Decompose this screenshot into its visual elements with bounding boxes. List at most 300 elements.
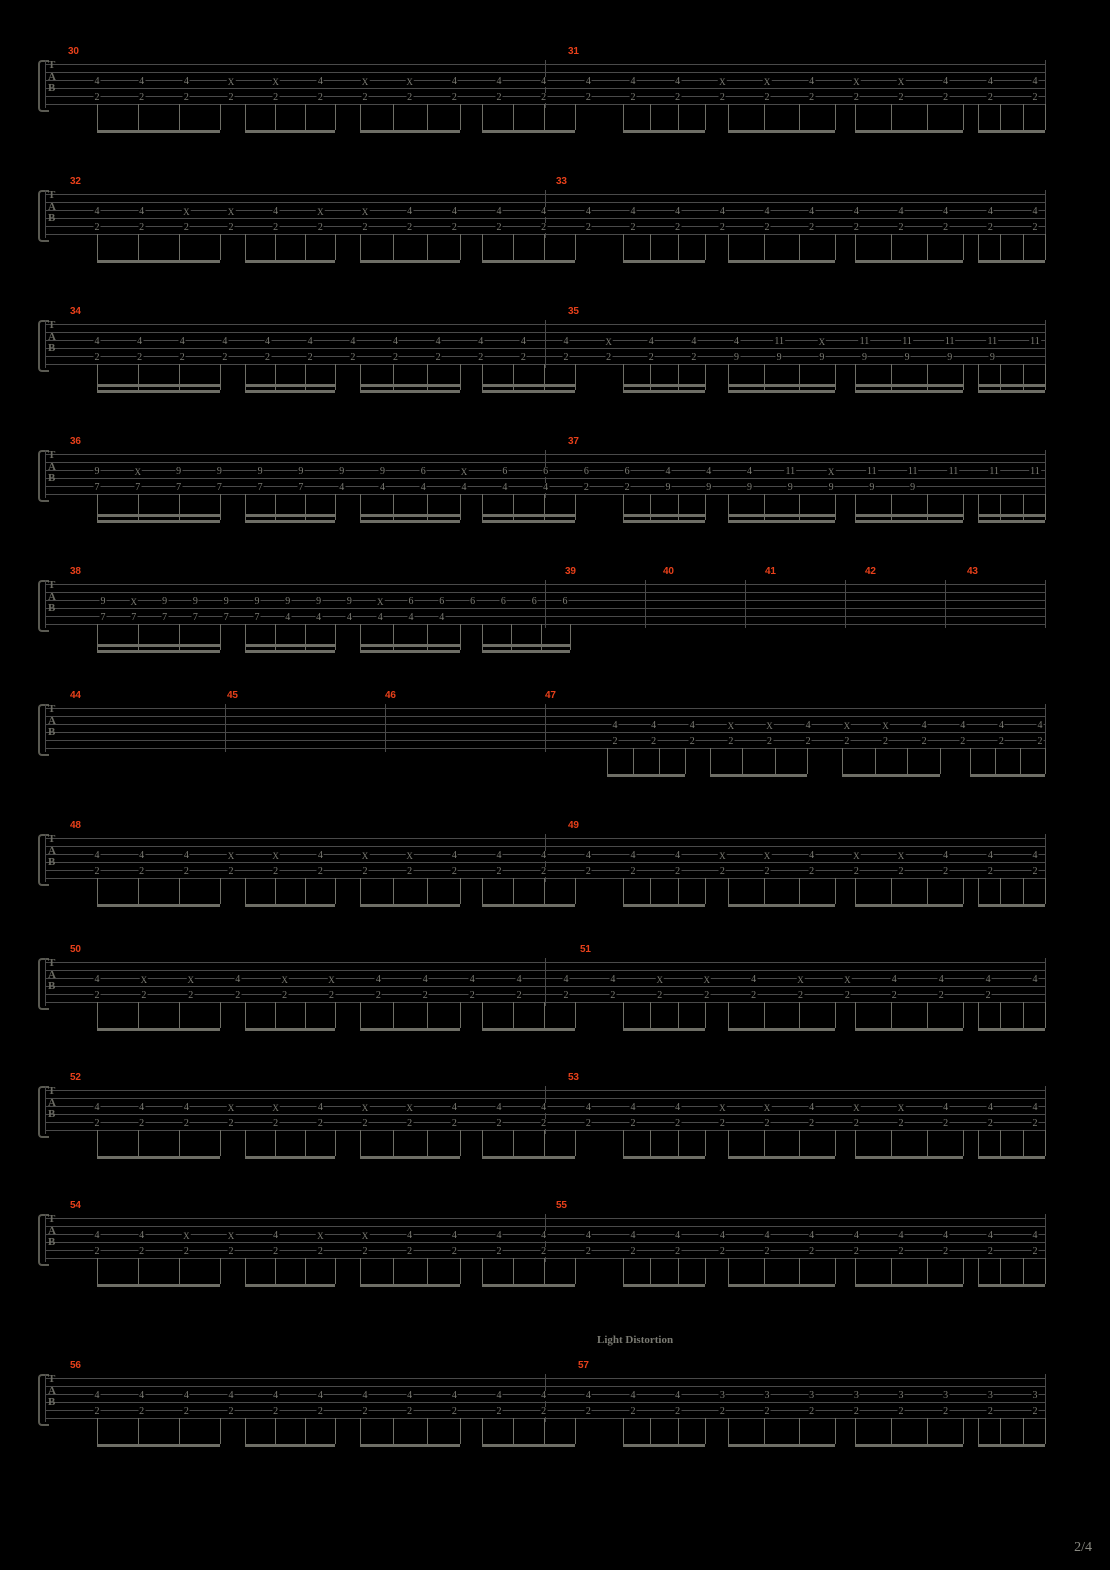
tab-note: 2 (585, 1246, 591, 1257)
tab-note: 4 (747, 466, 753, 477)
note-stem (360, 1130, 361, 1156)
note-stem (97, 104, 98, 130)
tab-note: 4 (675, 76, 681, 87)
tab-note: 4 (809, 1102, 815, 1113)
note-stem (1023, 1418, 1024, 1444)
tab-note: 11 (987, 336, 998, 347)
tab-note: X (317, 1231, 324, 1241)
tab-note: 2 (943, 92, 949, 103)
note-stem (97, 364, 98, 390)
note-stem (360, 364, 361, 390)
note-stem (335, 1130, 336, 1156)
note-stem (650, 1258, 651, 1284)
note-stem (482, 1002, 483, 1028)
measure-number: 34 (70, 306, 81, 317)
tab-note: X (897, 851, 905, 861)
tab-note: 2 (960, 736, 966, 747)
tab-clef-letter: A (48, 330, 56, 343)
tab-note: 2 (809, 1118, 815, 1129)
tab-note: 4 (496, 76, 502, 87)
tab-note: 9 (379, 466, 385, 477)
note-stem (963, 104, 964, 130)
tab-note: 2 (853, 92, 859, 103)
note-stem (544, 1258, 545, 1284)
tab-note: 3 (987, 1390, 993, 1401)
note-stem (335, 1258, 336, 1284)
note-stem (855, 104, 856, 130)
note-stem (1023, 1258, 1024, 1284)
tab-clef-letter: B (48, 1236, 56, 1249)
note-stem (1045, 364, 1046, 390)
tab-note: 4 (516, 974, 522, 985)
tab-note: X (727, 721, 735, 731)
tab-note: 9 (819, 352, 825, 363)
tab-note: 2 (188, 990, 194, 1001)
tab-clef (48, 834, 59, 882)
rhythm-beam (728, 520, 835, 523)
note-stem (855, 878, 856, 904)
rhythm-beam (97, 1028, 220, 1031)
tab-note: 4 (435, 336, 441, 347)
measure-number: 47 (545, 690, 556, 701)
tab-note: 2 (228, 1118, 234, 1129)
note-stem (764, 234, 765, 260)
note-stem (245, 878, 246, 904)
tab-note: 2 (273, 866, 279, 877)
tab-note: 4 (139, 1390, 145, 1401)
tab-note: 2 (844, 736, 850, 747)
tab-note: 4 (1032, 1230, 1038, 1241)
tab-note: 2 (853, 866, 859, 877)
tab-note: 2 (451, 1246, 457, 1257)
note-stem (97, 1418, 98, 1444)
measure-number: 50 (70, 944, 81, 955)
measure-number: 35 (568, 306, 579, 317)
measure-number-row (0, 436, 1110, 450)
note-stem (835, 1258, 836, 1284)
tab-note: 2 (422, 990, 428, 1001)
tab-note: 2 (273, 1118, 279, 1129)
rhythm-beam (842, 774, 940, 777)
rhythm-beam (978, 1284, 1045, 1287)
tab-note: 9 (869, 482, 875, 493)
tab-note: 4 (691, 336, 697, 347)
note-stem (1023, 878, 1024, 904)
tab-note: 4 (451, 1230, 457, 1241)
rhythm-beam (360, 260, 460, 263)
rhythm-beam (623, 904, 705, 907)
tab-note: 2 (273, 1406, 279, 1417)
note-stem (275, 1258, 276, 1284)
barline (385, 704, 386, 752)
tab-note: 4 (585, 850, 591, 861)
note-stem (678, 878, 679, 904)
tab-note: 2 (183, 1118, 189, 1129)
note-stem (460, 234, 461, 260)
tab-note: 4 (675, 206, 681, 217)
tab-note: 4 (461, 482, 467, 493)
note-stem (427, 234, 428, 260)
tab-note: 2 (563, 990, 569, 1001)
note-stem (360, 104, 361, 130)
tab-note: 2 (1032, 866, 1038, 877)
tab-note: 2 (610, 990, 616, 1001)
measure-number: 36 (70, 436, 81, 447)
note-stem (305, 234, 306, 260)
note-stem (245, 234, 246, 260)
tab-note: 6 (562, 596, 568, 607)
rhythm-beam (482, 390, 575, 393)
note-stem (460, 624, 461, 650)
note-stem (623, 1258, 624, 1284)
note-stem (138, 494, 139, 520)
note-stem (1020, 748, 1021, 774)
tab-clef-letter: T (48, 1085, 56, 1097)
note-stem (335, 624, 336, 650)
tab-staff (45, 834, 1045, 882)
measure-number: 32 (70, 176, 81, 187)
note-stem (678, 1418, 679, 1444)
tab-note: 2 (1032, 1246, 1038, 1257)
note-stem (460, 1418, 461, 1444)
tab-note: 2 (265, 352, 271, 363)
note-stem (460, 1258, 461, 1284)
note-stem (393, 1002, 394, 1028)
tab-clef-letter: T (48, 59, 56, 71)
note-stem (855, 1130, 856, 1156)
tab-note: X (272, 1103, 279, 1113)
note-stem (764, 878, 765, 904)
rhythm-beam (97, 130, 220, 133)
note-stem (835, 1130, 836, 1156)
tab-note: 9 (910, 482, 916, 493)
tab-note: 2 (630, 866, 636, 877)
rhythm-beam (978, 904, 1045, 907)
note-stem (891, 1130, 892, 1156)
tab-note: 9 (94, 466, 100, 477)
note-stem (705, 364, 706, 390)
tab-note: 4 (585, 1102, 591, 1113)
tab-note: 2 (809, 222, 815, 233)
note-stem (460, 494, 461, 520)
tab-clef (48, 1214, 59, 1262)
tab-note: 2 (228, 92, 234, 103)
tab-note: 7 (162, 612, 168, 623)
tab-note: 2 (585, 1118, 591, 1129)
rhythm-beam (245, 904, 335, 907)
rhythm-beam (482, 1156, 575, 1159)
rhythm-beam (623, 514, 705, 517)
tab-note: 4 (94, 850, 100, 861)
tab-note: 2 (675, 222, 681, 233)
note-stem (427, 104, 428, 130)
barline (945, 580, 946, 628)
tab-note: 2 (943, 1246, 949, 1257)
barline (1045, 834, 1046, 882)
tab-note: 4 (183, 1102, 189, 1113)
tab-note: 4 (960, 720, 966, 731)
tab-note: 2 (719, 92, 725, 103)
tab-note: 2 (985, 990, 991, 1001)
tab-note: 2 (469, 990, 475, 1001)
note-stem (513, 1258, 514, 1284)
tab-note: 4 (375, 974, 381, 985)
note-stem (305, 878, 306, 904)
tab-note: 7 (135, 482, 141, 493)
rhythm-beam (97, 1284, 220, 1287)
rhythm-beam (360, 650, 460, 653)
tab-note: 2 (94, 222, 100, 233)
note-stem (1023, 234, 1024, 260)
rhythm-beam (97, 1444, 220, 1447)
tab-note: 9 (254, 596, 260, 607)
tab-note: 4 (689, 720, 695, 731)
tab-note: 2 (853, 1118, 859, 1129)
tab-clef-letter: A (48, 590, 56, 603)
note-stem (891, 1258, 892, 1284)
tab-note: 4 (179, 336, 185, 347)
note-stem (927, 234, 928, 260)
tab-note: 2 (435, 352, 441, 363)
note-stem (659, 748, 660, 774)
tab-clef-letter: A (48, 200, 56, 213)
tab-note: 4 (706, 466, 712, 477)
rhythm-beam (97, 904, 220, 907)
rhythm-beam (728, 1444, 835, 1447)
tab-note: 9 (192, 596, 198, 607)
rhythm-beam (360, 644, 460, 647)
note-stem (623, 104, 624, 130)
tab-note: 6 (624, 466, 630, 477)
barline (45, 60, 46, 108)
tab-note: X (843, 721, 851, 731)
tab-note: 2 (1032, 1406, 1038, 1417)
tab-note: 9 (298, 466, 304, 477)
tab-note: 4 (407, 1230, 413, 1241)
note-stem (275, 1130, 276, 1156)
tab-note: 3 (853, 1390, 859, 1401)
note-stem (360, 494, 361, 520)
note-stem (728, 494, 729, 520)
tab-note: 2 (798, 990, 803, 1001)
note-stem (963, 878, 964, 904)
tab-note: 9 (989, 352, 995, 363)
tab-clef-letter: A (48, 1384, 56, 1397)
note-stem (1045, 494, 1046, 520)
rhythm-beam (978, 260, 1045, 263)
tab-note: 4 (379, 482, 385, 493)
tab-note: 4 (585, 76, 591, 87)
rhythm-beam (360, 1028, 460, 1031)
tab-note: 11 (1030, 336, 1040, 347)
note-stem (678, 1002, 679, 1028)
rhythm-beam (623, 384, 705, 387)
note-stem (799, 1130, 800, 1156)
tab-note: 11 (867, 466, 877, 477)
rhythm-beam (97, 260, 220, 263)
tab-note: 4 (496, 1102, 502, 1113)
tab-note: X (719, 851, 726, 861)
note-stem (335, 1418, 336, 1444)
tab-note: 2 (943, 866, 949, 877)
note-stem (575, 1418, 576, 1444)
note-stem (220, 1258, 221, 1284)
tab-note: X (227, 77, 235, 87)
tab-note: X (853, 851, 860, 861)
note-stem (1000, 234, 1001, 260)
note-stem (799, 494, 800, 520)
tab-note: 7 (298, 482, 304, 493)
note-stem (575, 364, 576, 390)
page-number: 2/4 (1074, 1540, 1092, 1555)
tab-note: 4 (541, 850, 547, 861)
tab-note: 2 (139, 1118, 145, 1129)
tab-note: 4 (898, 206, 904, 217)
tab-note: 2 (657, 990, 663, 1001)
rhythm-beam (607, 774, 685, 777)
tab-note: 2 (94, 990, 100, 1001)
note-stem (728, 1418, 729, 1444)
note-stem (393, 104, 394, 130)
tab-note: 2 (1032, 92, 1038, 103)
tab-clef-letter: A (48, 968, 56, 981)
note-stem (978, 494, 979, 520)
tab-note: 2 (139, 1406, 145, 1417)
note-stem (393, 1258, 394, 1284)
note-stem (623, 878, 624, 904)
measure-number-row (0, 176, 1110, 190)
tab-note: 4 (585, 1230, 591, 1241)
tab-note: 2 (179, 352, 185, 363)
tab-note: 4 (496, 1390, 502, 1401)
tab-note: 2 (541, 1406, 547, 1417)
tab-note: 4 (541, 76, 547, 87)
measure-number: 48 (70, 820, 81, 831)
tab-note: 4 (273, 1390, 279, 1401)
tab-note: 7 (254, 612, 260, 623)
rhythm-beam (245, 1028, 335, 1031)
tab-note: 2 (451, 92, 457, 103)
tab-note: 4 (563, 336, 569, 347)
tab-note: 9 (223, 596, 229, 607)
tab-note: 4 (1037, 720, 1043, 731)
barline (45, 190, 46, 238)
tab-note: 4 (228, 1390, 234, 1401)
rhythm-beam (728, 260, 835, 263)
rhythm-beam (482, 260, 575, 263)
measure-number-row (0, 690, 1110, 704)
measure-number-row (0, 46, 1110, 60)
tab-note: 2 (675, 1118, 681, 1129)
tab-note: 6 (543, 466, 549, 477)
rhythm-beam (728, 130, 835, 133)
rhythm-beam (970, 774, 1045, 777)
tab-note: 4 (675, 850, 681, 861)
tab-note: 2 (94, 92, 100, 103)
note-stem (1000, 364, 1001, 390)
note-stem (305, 494, 306, 520)
note-stem (705, 1002, 706, 1028)
measure-number: 31 (568, 46, 579, 57)
rhythm-beam (97, 384, 220, 387)
rhythm-beam (97, 650, 220, 653)
tab-note: X (130, 597, 138, 607)
measure-number-row (0, 1072, 1110, 1086)
note-stem (575, 104, 576, 130)
tab-note: 2 (764, 1406, 770, 1417)
note-stem (575, 1002, 576, 1028)
tab-note: 9 (787, 482, 793, 493)
tab-note: 4 (94, 1390, 100, 1401)
rhythm-beam (978, 130, 1045, 133)
tab-note: 4 (377, 612, 383, 623)
note-stem (138, 1130, 139, 1156)
note-stem (623, 1002, 624, 1028)
rhythm-beam (855, 130, 963, 133)
note-stem (544, 1418, 545, 1444)
tab-note: X (183, 207, 190, 217)
note-stem (623, 364, 624, 390)
note-stem (245, 1002, 246, 1028)
note-stem (835, 104, 836, 130)
note-stem (245, 1258, 246, 1284)
tab-note: 4 (610, 974, 616, 985)
note-stem (1000, 1418, 1001, 1444)
tab-note: 9 (339, 466, 345, 477)
tab-clef-letter: B (48, 726, 56, 739)
tab-note: 2 (921, 736, 927, 747)
tab-note: 4 (420, 482, 426, 493)
note-stem (835, 1418, 836, 1444)
rhythm-beam (978, 1444, 1045, 1447)
tab-note: 4 (541, 1102, 547, 1113)
barline (45, 1374, 46, 1422)
tab-note: 4 (408, 612, 414, 623)
note-stem (427, 878, 428, 904)
tab-note: 2 (764, 1118, 770, 1129)
note-stem (685, 748, 686, 774)
note-stem (650, 1130, 651, 1156)
measure-number: 30 (68, 46, 79, 57)
measure-number-row (0, 306, 1110, 320)
tab-note: 3 (809, 1390, 815, 1401)
tab-note: 2 (362, 1118, 368, 1129)
tab-note: X (134, 467, 142, 477)
tab-note: 2 (235, 990, 241, 1001)
measure-number: 53 (568, 1072, 579, 1083)
tab-note: 2 (809, 1406, 815, 1417)
tab-note: 9 (176, 466, 182, 477)
rhythm-beam (623, 130, 705, 133)
tab-note: X (328, 975, 335, 985)
tab-note: 4 (987, 206, 993, 217)
note-stem (335, 494, 336, 520)
section-marker: Light Distortion (597, 1334, 674, 1346)
note-stem (179, 624, 180, 650)
note-stem (138, 1002, 139, 1028)
rhythm-beam (97, 644, 220, 647)
tab-note: 9 (734, 352, 740, 363)
tab-note: 11 (907, 466, 918, 477)
tab-note: 2 (541, 222, 547, 233)
note-stem (978, 104, 979, 130)
tab-note: 2 (520, 352, 526, 363)
tab-note: 2 (853, 1406, 859, 1417)
tab-note: 4 (183, 850, 189, 861)
note-stem (891, 234, 892, 260)
note-stem (513, 234, 514, 260)
tab-staff (45, 958, 1045, 1006)
